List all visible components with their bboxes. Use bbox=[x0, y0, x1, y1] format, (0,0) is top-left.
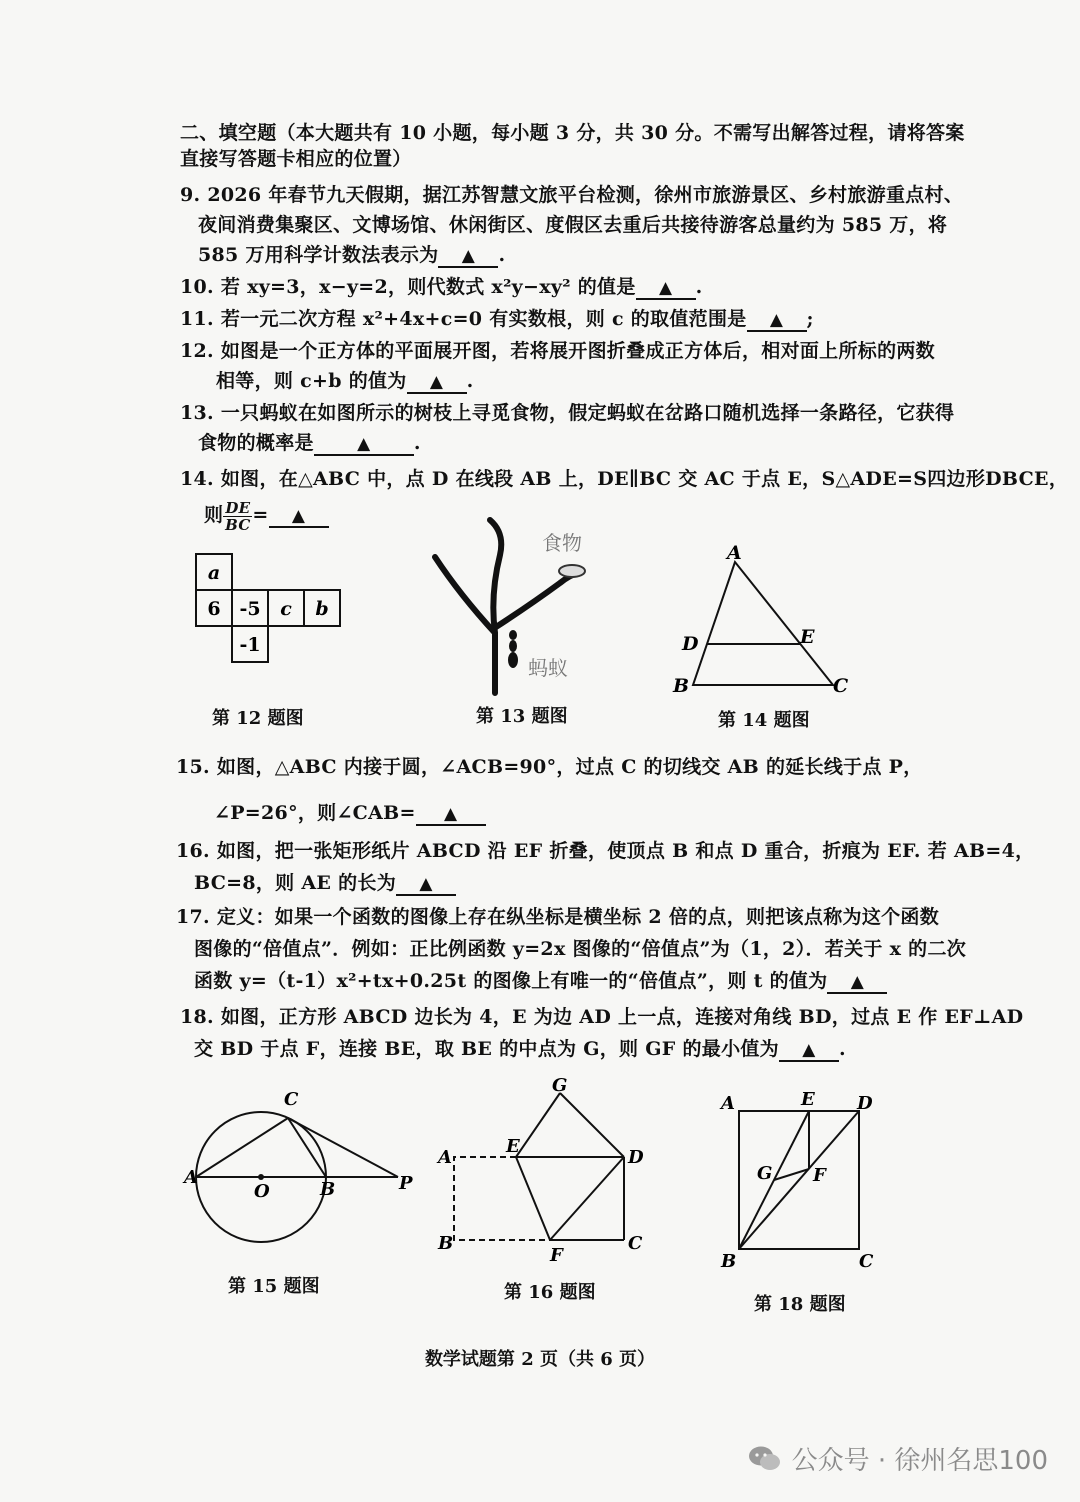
section-header-line1: 二、填空题（本大题共有 10 小题，每小题 3 分，共 30 分。不需写出解答过程，请将答案 bbox=[180, 122, 965, 144]
q13-line1: 13. 一只蚂蚁在如图所示的树枝上寻觅食物，假定蚂蚁在岔路口随机选择一条路径，它获得 bbox=[180, 402, 955, 424]
label-p: P bbox=[399, 1173, 413, 1194]
page-footer: 数学试题第 2 页（共 6 页） bbox=[424, 1349, 656, 1370]
figure-16-fold bbox=[432, 1075, 652, 1275]
label-o: O bbox=[254, 1181, 270, 1202]
q16-line2: BC=8，则 AE 的长为 ▲ bbox=[194, 870, 456, 896]
answer-blank: ▲ bbox=[396, 874, 456, 896]
label-a: A bbox=[727, 542, 742, 564]
answer-blank: ▲ bbox=[269, 506, 329, 528]
answer-blank: ▲ bbox=[314, 434, 414, 456]
cell-b: b bbox=[315, 598, 329, 620]
food-icon bbox=[559, 565, 585, 577]
label-b: B bbox=[320, 1179, 336, 1200]
q14-line1: 14. 如图，在△ABC 中，点 D 在线段 AB 上，DE∥BC 交 AC 于点 E，S△ADE=S四边形DBCE， bbox=[180, 468, 1069, 490]
label-e: E bbox=[800, 626, 815, 648]
label-e: E bbox=[506, 1136, 520, 1157]
cell-c: c bbox=[280, 598, 292, 620]
figure-15-circle bbox=[180, 1085, 420, 1270]
q12-line1: 12. 如图是一个正方体的平面展开图，若将展开图折叠成正方体后，相对面上所标的两数 bbox=[180, 340, 935, 362]
label-c: C bbox=[859, 1251, 874, 1272]
food-label: 食物 bbox=[542, 531, 582, 555]
watermark bbox=[748, 1440, 1048, 1477]
q17-line3: 函数 y=（t-1）x²+tx+0.25t 的图像上有唯一的“倍值点”，则 t 的值为 ▲ bbox=[194, 968, 887, 994]
figure-14-caption: 第 14 题图 bbox=[718, 710, 810, 731]
cell-neg5: -5 bbox=[239, 598, 261, 620]
label-f: F bbox=[813, 1165, 826, 1186]
q18-line2: 交 BD 于点 F，连接 BE，取 BE 的中点为 G，则 GF 的最小值为 ▲ . bbox=[194, 1038, 846, 1060]
figure-15-caption: 第 15 题图 bbox=[228, 1276, 320, 1297]
figure-18-caption: 第 18 题图 bbox=[754, 1294, 846, 1315]
q15-line1: 15. 如图，△ABC 内接于圆，∠ACB=90°，过点 C 的切线交 AB 的延长线于点 P， bbox=[176, 756, 923, 778]
q17-line1: 17. 定义：如果一个函数的图像上存在纵坐标是横坐标 2 倍的点，则把该点称为这个函数 bbox=[176, 906, 940, 928]
figure-18-square bbox=[715, 1085, 885, 1280]
label-c: C bbox=[833, 675, 849, 697]
q9-line3: 585 万用科学计数法表示为 ▲ . bbox=[198, 244, 506, 266]
label-e: E bbox=[801, 1089, 815, 1110]
section-header-line2: 直接写答题卡相应的位置） bbox=[180, 148, 412, 170]
q10: 10. 若 xy=3，x−y=2，则代数式 x²y−xy² 的值是 ▲ . bbox=[180, 276, 703, 298]
label-a: A bbox=[438, 1147, 452, 1168]
q12-line2: 相等，则 c+b 的值为 ▲ . bbox=[216, 370, 474, 392]
q9-line2: 夜间消费集聚区、文博场馆、休闲街区、度假区去重后共接待游客总量约为 585 万，将 bbox=[198, 214, 948, 236]
label-b: B bbox=[438, 1233, 454, 1254]
answer-blank: ▲ bbox=[416, 804, 486, 826]
q18-line1: 18. 如图，正方形 ABCD 边长为 4，E 为边 AD 上一点，连接对角线 BD，过点 E 作 EF⊥AD bbox=[180, 1006, 1024, 1028]
watermark-text: 公众号 · 徐州名思100 bbox=[791, 1446, 1048, 1476]
q16-line1: 16. 如图，把一张矩形纸片 ABCD 沿 EF 折叠，使顶点 B 和点 D 重合，折痕为 EF. 若 AB=4， bbox=[176, 840, 1035, 862]
answer-blank: ▲ bbox=[407, 372, 467, 394]
label-c: C bbox=[284, 1089, 299, 1110]
cell-neg1: -1 bbox=[239, 634, 261, 656]
label-c: C bbox=[628, 1233, 643, 1254]
figure-16-caption: 第 16 题图 bbox=[504, 1282, 596, 1303]
answer-blank: ▲ bbox=[747, 310, 807, 332]
label-f: F bbox=[550, 1245, 563, 1266]
label-a: A bbox=[184, 1167, 198, 1188]
figure-12-caption: 第 12 题图 bbox=[212, 708, 304, 729]
q9-line1: 9. 2026 年春节九天假期，据江苏智慧文旅平台检测，徐州市旅游景区、乡村旅游重点村、 bbox=[180, 184, 964, 206]
q13-line2: 食物的概率是 ▲ . bbox=[198, 432, 421, 454]
label-b: B bbox=[721, 1251, 737, 1272]
q17-line2: 图像的“倍值点”．例如：正比例函数 y=2x 图像的“倍值点”为（1，2）．若关于 x 的二次 bbox=[194, 938, 967, 960]
ant-icon bbox=[508, 630, 518, 668]
figure-12-cube-net bbox=[190, 550, 350, 675]
cell-6: 6 bbox=[207, 598, 221, 620]
q11: 11. 若一元二次方程 x²+4x+c=0 有实数根，则 c 的取值范围是 ▲ ; bbox=[180, 308, 814, 330]
figure-13-tree bbox=[420, 515, 620, 700]
answer-blank: ▲ bbox=[636, 278, 696, 300]
wechat-icon bbox=[748, 1445, 782, 1473]
figure-13-caption: 第 13 题图 bbox=[476, 706, 568, 727]
label-g: G bbox=[757, 1163, 773, 1184]
answer-blank: ▲ bbox=[827, 972, 887, 994]
label-a: A bbox=[721, 1093, 735, 1114]
ant-label: 蚂蚁 bbox=[528, 656, 568, 680]
fraction-de-bc: $\frac{DE}{BC}$ bbox=[225, 498, 251, 534]
label-b: B bbox=[673, 675, 690, 697]
label-d: D bbox=[682, 633, 699, 655]
label-g: G bbox=[552, 1075, 568, 1096]
label-d: D bbox=[628, 1147, 644, 1168]
answer-blank: ▲ bbox=[779, 1040, 839, 1062]
answer-blank: ▲ bbox=[438, 246, 498, 268]
figure-14-triangle bbox=[665, 540, 865, 700]
q14-line2: 则 $\frac{DE}{BC}$ = ▲ bbox=[204, 498, 329, 533]
label-d: D bbox=[857, 1093, 873, 1114]
cell-a: a bbox=[207, 562, 221, 584]
q15-line2: ∠P=26°，则∠CAB= ▲ bbox=[214, 800, 486, 826]
